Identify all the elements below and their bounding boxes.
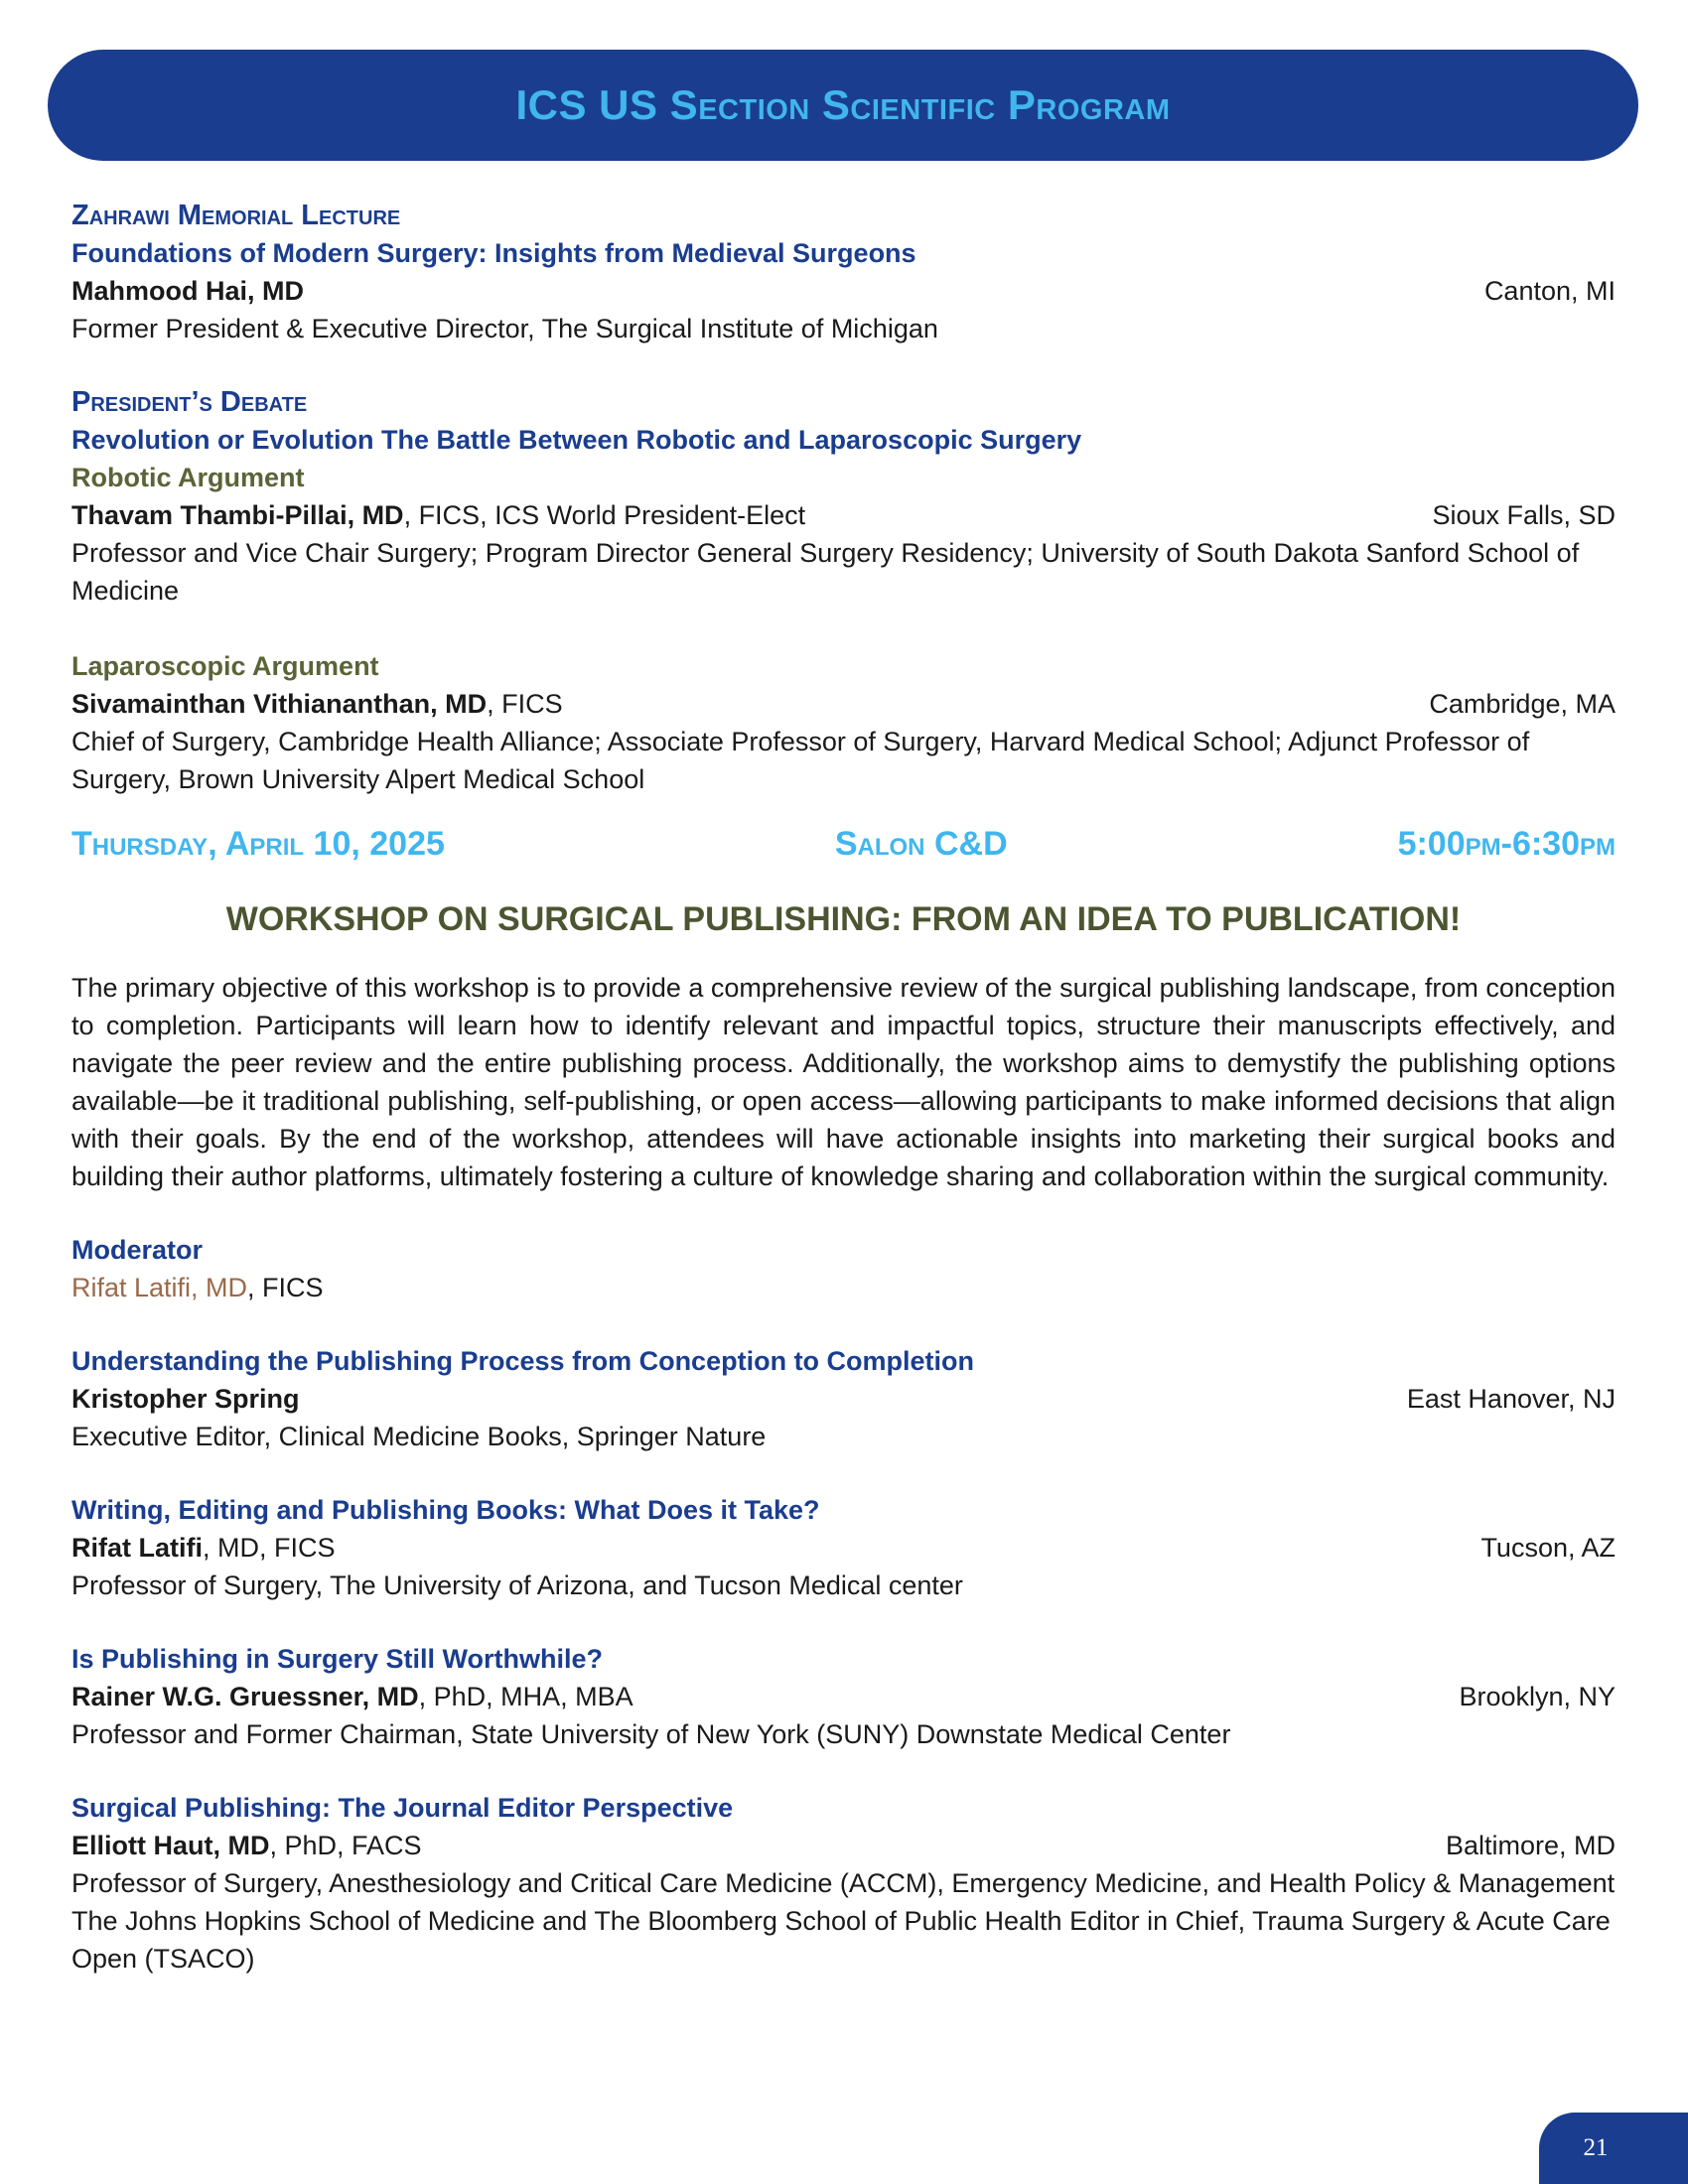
header-banner bbox=[48, 50, 1638, 161]
moderator-label: Moderator bbox=[71, 1235, 204, 1265]
speaker-name: Mahmood Hai, MD bbox=[71, 276, 304, 306]
talk-item bbox=[71, 1342, 1616, 1455]
speaker-row bbox=[71, 685, 1616, 723]
lecture-title: Foundations of Modern Surgery: Insights from Medieval Surgeons bbox=[71, 238, 916, 268]
speaker-location: Tucson, AZ bbox=[1480, 1533, 1616, 1563]
page-number-badge bbox=[1539, 2113, 1688, 2184]
talk-item bbox=[71, 1640, 1616, 1753]
talk-item bbox=[71, 1789, 1616, 1978]
speaker-affiliation: Professor and Former Chairman, State University of New York (SUNY) Downstate Medical Center bbox=[71, 1719, 1231, 1749]
speaker-location: Sioux Falls, SD bbox=[1432, 500, 1616, 530]
speaker-location: Cambridge, MA bbox=[1429, 689, 1616, 719]
moderator-credentials: , FICS bbox=[247, 1273, 324, 1302]
workshop-description: The primary objective of this workshop is to provide a comprehensive review of the surgical publishing landscape, from conception to completion. Participants will learn how to identify relevant and impactful topics, structure their manuscripts effectively, and navigate the peer review and the entire publishing process. Additionally, the workshop aims to demystify the publishing options available—be it traditional publishing, self-publishing, or open access—allowing participants to make informed decisions that align with their goals. By the end of the workshop, attendees will have actionable insights into marketing their surgical books and building their author platforms, ultimately fostering a culture of knowledge sharing and collaboration within the surgical community. bbox=[71, 973, 1616, 1191]
speaker-row bbox=[71, 1827, 1616, 1864]
moderator-block bbox=[71, 1231, 1616, 1306]
argument-label: Robotic Argument bbox=[71, 463, 305, 492]
speaker-credentials: , PhD, MHA, MBA bbox=[418, 1682, 633, 1711]
debate-title: Revolution or Evolution The Battle Between Robotic and Laparoscopic Surgery bbox=[71, 425, 1082, 455]
speaker-row bbox=[71, 272, 1616, 310]
speaker-affiliation: Professor and Vice Chair Surgery; Program Director General Surgery Residency; University of South Dakota Sanford School of Medicine bbox=[71, 538, 1580, 606]
speaker-row bbox=[71, 1380, 1616, 1418]
speaker-affiliation: Professor of Surgery, Anesthesiology and Critical Care Medicine (ACCM), Emergency Medicine, and Health Policy & Management The Johns Hopkins School of Medicine and The Bloomberg School of Public Health Editor in Chief, Trauma Surgery & Acute Care Open (TSACO) bbox=[71, 1868, 1616, 1974]
speaker-affiliation: Chief of Surgery, Cambridge Health Alliance; Associate Professor of Surgery, Harvard Medical School; Adjunct Professor of Surgery, Brown University Alpert Medical School bbox=[71, 727, 1530, 794]
workshop-title: WORKSHOP ON SURGICAL PUBLISHING: FROM AN IDEA TO PUBLICATION! bbox=[225, 900, 1462, 938]
speaker-name: Rifat Latifi bbox=[71, 1533, 203, 1563]
speaker-credentials: , MD, FICS bbox=[203, 1533, 336, 1563]
speaker-credentials: , PhD, FACS bbox=[269, 1831, 422, 1860]
page-number: 21 bbox=[1583, 2134, 1609, 2161]
moderator-name: Rifat Latifi, MD bbox=[71, 1273, 248, 1302]
speaker-affiliation: Professor of Surgery, The University of Arizona, and Tucson Medical center bbox=[71, 1570, 963, 1600]
speaker-affiliation: Former President & Executive Director, The Surgical Institute of Michigan bbox=[71, 314, 938, 343]
speaker-name: Elliott Haut, MD bbox=[71, 1831, 270, 1860]
speaker-credentials: , FICS, ICS World President-Elect bbox=[403, 500, 806, 530]
speaker-row bbox=[71, 496, 1616, 534]
session-room: Salon C&D bbox=[834, 825, 1008, 863]
talk-item bbox=[71, 1491, 1616, 1604]
session-info-bar bbox=[71, 822, 1616, 866]
speaker-row bbox=[71, 1678, 1616, 1715]
talk-title: Surgical Publishing: The Journal Editor Perspective bbox=[71, 1793, 734, 1823]
page-title: ICS US Section Scientific Program bbox=[515, 81, 1171, 128]
speaker-affiliation: Executive Editor, Clinical Medicine Books, Springer Nature bbox=[71, 1422, 767, 1451]
speaker-name: Sivamainthan Vithiananthan, MD bbox=[71, 689, 488, 719]
zahrawi-section bbox=[71, 197, 1616, 347]
speaker-location: Canton, MI bbox=[1483, 276, 1616, 306]
speaker-name: Thavam Thambi-Pillai, MD bbox=[71, 500, 404, 530]
speaker-location: East Hanover, NJ bbox=[1406, 1384, 1616, 1414]
debate-section bbox=[71, 383, 1616, 798]
speaker-location: Brooklyn, NY bbox=[1459, 1682, 1616, 1711]
speaker-location: Baltimore, MD bbox=[1445, 1831, 1616, 1860]
program-content bbox=[71, 197, 1616, 1978]
speaker-credentials: , FICS bbox=[487, 689, 563, 719]
talk-title: Writing, Editing and Publishing Books: What Does it Take? bbox=[71, 1495, 820, 1525]
speaker-row bbox=[71, 1529, 1616, 1567]
speaker-name: Kristopher Spring bbox=[71, 1384, 300, 1414]
session-date: Thursday, April 10, 2025 bbox=[71, 825, 445, 863]
talk-title: Is Publishing in Surgery Still Worthwhile? bbox=[71, 1644, 604, 1674]
talk-title: Understanding the Publishing Process from Conception to Completion bbox=[71, 1346, 975, 1376]
argument-label: Laparoscopic Argument bbox=[71, 651, 379, 681]
speaker-name: Rainer W.G. Gruessner, MD bbox=[71, 1682, 419, 1711]
section-heading: President’s Debate bbox=[71, 386, 308, 418]
session-time: 5:00pm-6:30pm bbox=[1397, 825, 1616, 863]
section-heading: Zahrawi Memorial Lecture bbox=[71, 200, 401, 231]
